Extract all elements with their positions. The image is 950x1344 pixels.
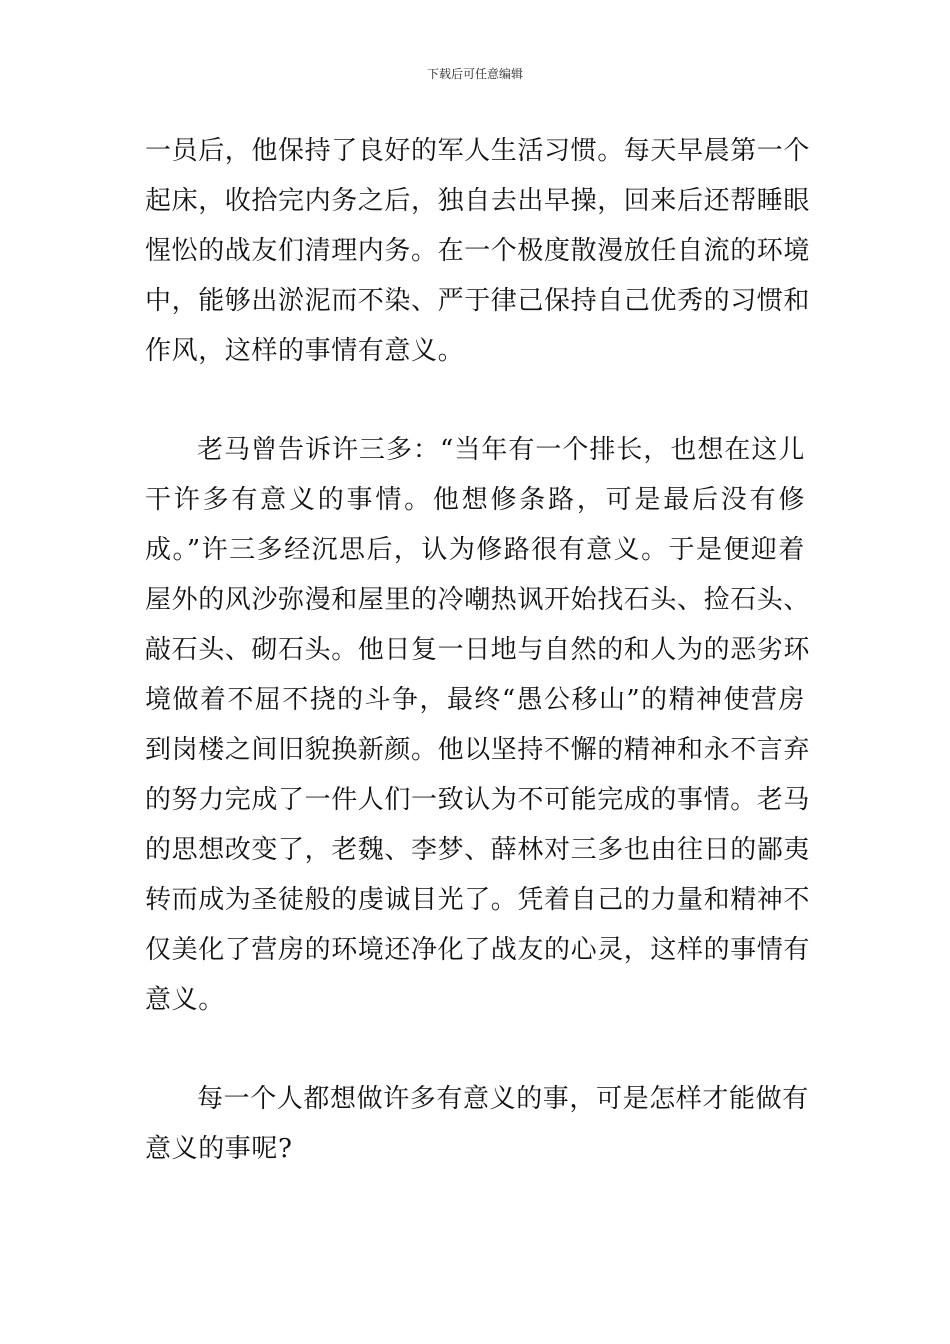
text-line: 敲石头、砌石头。他日复一日地与自然的和人为的恶劣环 — [145, 635, 811, 665]
text-line: 境做着不屈不挠的斗争，最终“愚公移山”的精神使营房 — [145, 685, 805, 715]
page-header: 下载后可任意编辑 — [426, 67, 523, 81]
paragraph-spacer — [145, 1025, 805, 1074]
text-line: 的思想改变了，老魏、李梦、薛林对三多也由往日的鄙夷 — [145, 835, 811, 865]
paragraph-spacer — [145, 376, 805, 425]
text-line: 到岗楼之间旧貌换新颜。他以坚持不懈的精神和永不言弃 — [145, 735, 811, 765]
text-line: 起床，收拾完内务之后，独自去出早操，回来后还帮睡眼 — [145, 186, 811, 216]
text-line: 转而成为圣徒般的虔诚目光了。凭着自己的力量和精神不 — [145, 885, 811, 915]
paragraph-1 — [145, 126, 811, 376]
paragraph-2 — [145, 425, 811, 1025]
text-line: 的努力完成了一件人们一致认为不可能完成的事情。老马 — [145, 785, 811, 815]
text-line: 作风，这样的事情有意义。 — [145, 336, 465, 366]
text-line: 意义。 — [145, 985, 225, 1015]
text-line: 一员后，他保持了良好的军人生活习惯。每天早晨第一个 — [145, 136, 811, 166]
text-line: 中，能够出淤泥而不染、严于律己保持自己优秀的习惯和 — [145, 286, 811, 316]
document-body — [145, 126, 811, 1174]
text-line: 仅美化了营房的环境还净化了战友的心灵，这样的事情有 — [145, 935, 811, 965]
paragraph-3 — [145, 1074, 809, 1174]
text-line: 屋外的风沙弥漫和屋里的冷嘲热讽开始找石头、捡石头、 — [145, 585, 811, 615]
text-line: 每一个人都想做许多有意义的事，可是怎样才能做有 — [197, 1084, 809, 1114]
text-line: 干许多有意义的事情。他想修条路，可是最后没有修 — [145, 485, 805, 515]
text-line: 惺忪的战友们清理内务。在一个极度散漫放任自流的环境 — [145, 236, 811, 266]
text-line: 意义的事呢? — [145, 1134, 293, 1164]
text-line: 成。”许三多经沉思后，认为修路很有意义。于是便迎着 — [145, 535, 805, 565]
text-line: 老马曾告诉许三多：“当年有一个排长，也想在这儿 — [197, 435, 805, 465]
